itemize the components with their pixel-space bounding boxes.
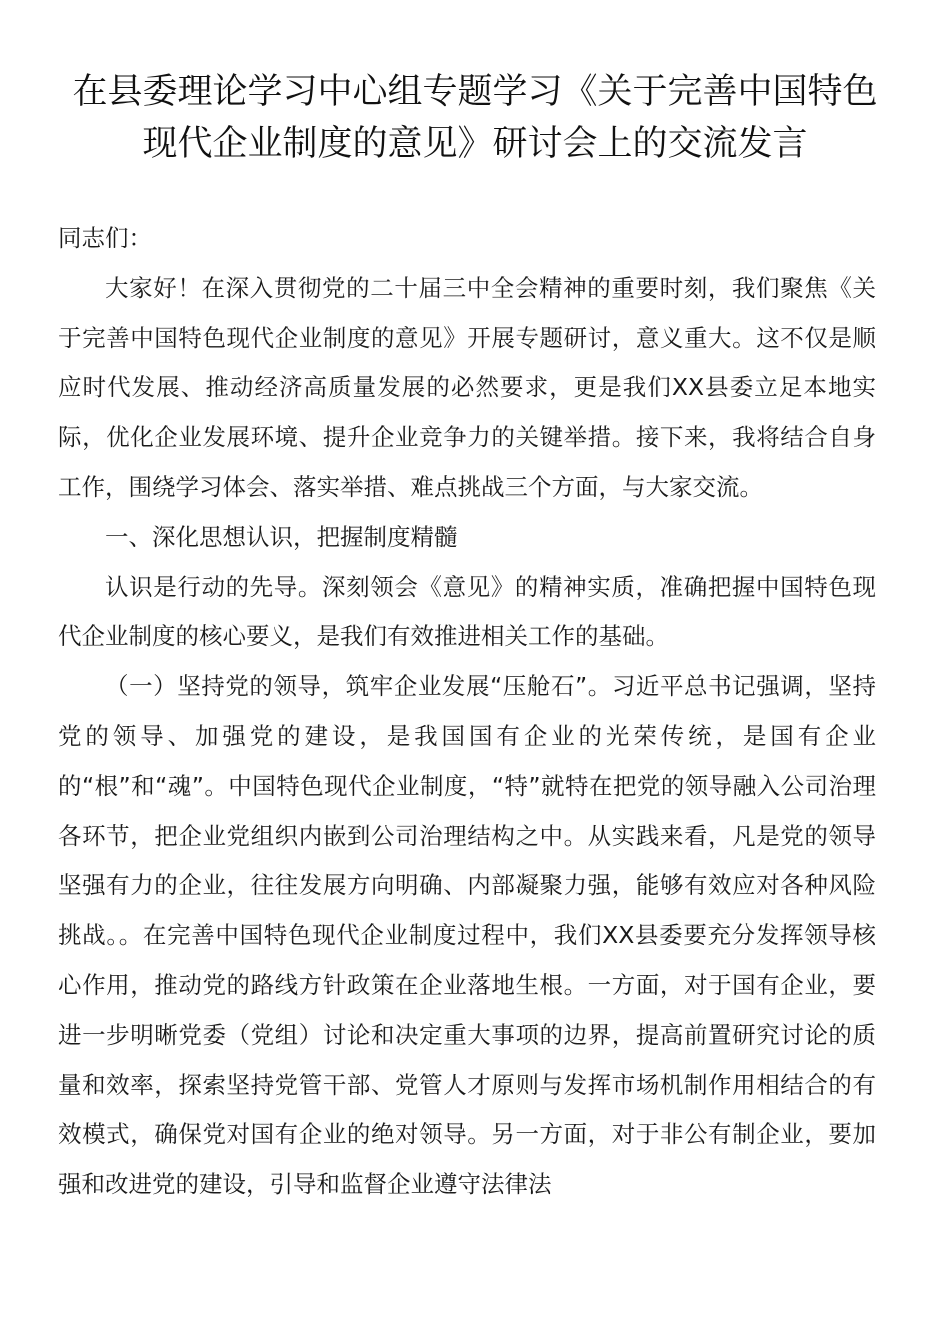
document-body [58, 214, 876, 1210]
title-line-1: 在县委理论学习中心组专题学习《关于完善中国特色 [72, 72, 878, 112]
document-title [40, 66, 910, 170]
title-line-2: 现代企业制度的意见》研讨会上的交流发言 [142, 124, 808, 164]
paragraph-section-intro: 认识是行动的先导。深刻领会《意见》的精神实质，准确把握中国特色现代企业制度的核心要义，是我们有效推进相关工作的基础。 [58, 572, 876, 651]
paragraph-subsection-1: （一）坚持党的领导，筑牢企业发展“压舱石”。习近平总书记强调，坚持党的领导、加强党的建设，是我国国有企业的光荣传统，是国有企业的“根”和“魂”。中国特色现代企业制度，“特”就特在把党的领导融入公司治理各环节，把企业党组织内嵌到公司治理结构之中。从实践来看，凡是党的领导坚强有力的企业，往往发展方向明确、内部凝聚力强，能够有效应对各种风险挑战。。在完善中国特色现代企业制度过程中，我们XX县委要充分发挥领导核心作用，推动党的路线方针政策在企业落地生根。一方面，对于国有企业，要进一步明晰党委（党组）讨论和决定重大事项的边界，提高前置研究讨论的质量和效率，探索坚持党管干部、党管人才原则与发挥市场机制作用相结合的有效模式，确保党对国有企业的绝对领导。另一方面，对于非公有制企业，要加强和改进党的建设，引导和监督企业遵守法律法 [58, 672, 876, 1199]
paragraph-opening: 大家好！在深入贯彻党的二十届三中全会精神的重要时刻，我们聚焦《关于完善中国特色现代企业制度的意见》开展专题研讨，意义重大。这不仅是顺应时代发展、推动经济高质量发展的必然要求，更是我们XX县委立足本地实际，优化企业发展环境、提升企业竞争力的关键举措。接下来，我将结合自身工作，围绕学习体会、落实举措、难点挑战三个方面，与大家交流。 [58, 273, 876, 501]
salutation: 同志们： [58, 224, 152, 252]
section-heading-1: 一、深化思想认识，把握制度精髓 [105, 522, 458, 551]
